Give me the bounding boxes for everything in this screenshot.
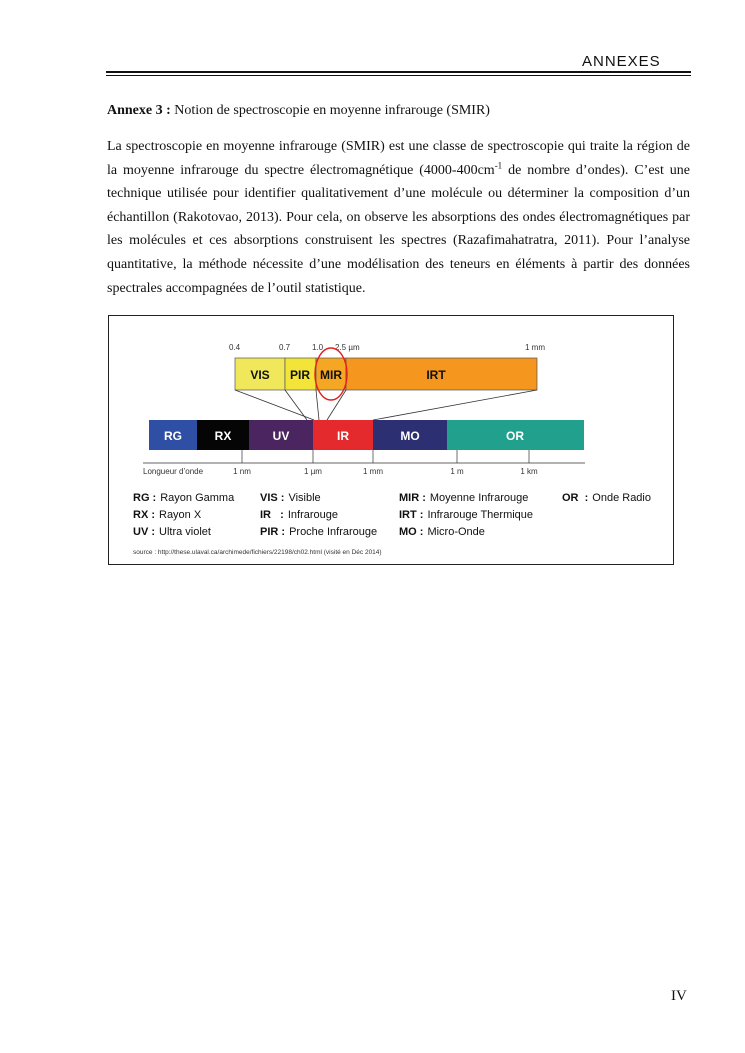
body-paragraph xyxy=(107,135,690,300)
top-tick-label: 1.0 xyxy=(312,343,324,352)
page-number: IV xyxy=(671,988,687,1004)
axis-title: Longueur d’onde xyxy=(143,467,204,476)
legend-value: Moyenne Infrarouge xyxy=(429,492,529,504)
spectrum-diagram xyxy=(109,316,675,566)
legend-key: IR : xyxy=(260,509,284,521)
connector-line xyxy=(235,390,314,420)
band-label-ir: IR xyxy=(337,429,349,443)
legend-value: Infrarouge xyxy=(287,509,338,521)
legend-item-rg xyxy=(133,492,235,504)
legend-key: PIR : xyxy=(260,526,286,538)
band-label-rg: RG xyxy=(164,429,182,443)
legend-value: Infrarouge Thermique xyxy=(427,509,534,521)
legend-item-irt xyxy=(399,509,533,521)
spectrum-figure xyxy=(108,315,674,565)
legend-item-mo xyxy=(399,526,485,538)
band-label-vis: VIS xyxy=(250,368,270,382)
legend-item-mir xyxy=(399,492,528,504)
band-label-mo: MO xyxy=(400,429,420,443)
band-label-rx: RX xyxy=(214,429,232,443)
legend-item-pir xyxy=(260,526,377,538)
top-tick-label: 2.5 µm xyxy=(335,343,360,352)
connector-line xyxy=(316,390,319,420)
band-label-or: OR xyxy=(506,429,524,443)
legend-key: UV : xyxy=(133,526,155,538)
legend-key: OR : xyxy=(562,492,589,504)
superscript: -1 xyxy=(494,159,503,170)
legend-key: MO : xyxy=(399,526,424,538)
legend-value: Onde Radio xyxy=(592,492,651,504)
running-head: ANNEXES xyxy=(582,53,661,70)
legend-key: RG : xyxy=(133,492,157,504)
section-label: Annexe 3 : xyxy=(107,103,171,118)
legend-key: IRT : xyxy=(399,509,424,521)
header-rule xyxy=(106,71,691,73)
top-tick-label: 0.4 xyxy=(229,343,241,352)
legend-item-rx xyxy=(133,509,202,521)
connector-line xyxy=(373,390,537,420)
connector-line xyxy=(285,390,307,420)
legend-value: Ultra violet xyxy=(159,526,211,538)
band-label-irt: IRT xyxy=(426,368,446,382)
section-heading xyxy=(107,103,490,119)
band-label-uv: UV xyxy=(272,429,290,443)
top-tick-label: 1 mm xyxy=(525,343,545,352)
legend-item-uv xyxy=(133,526,211,538)
legend-key: RX : xyxy=(133,509,155,521)
legend-item-vis xyxy=(260,492,321,504)
legend-key: MIR : xyxy=(399,492,426,504)
legend-value: Proche Infrarouge xyxy=(289,526,378,538)
section-title: Notion de spectroscopie en moyenne infrarouge (SMIR) xyxy=(174,103,490,118)
legend-item-ir xyxy=(260,509,338,521)
axis-tick-label: 1 µm xyxy=(304,467,322,476)
paragraph-text-1: La spectroscopie en moyenne infrarouge (SMIR) est une classe de spectroscopie qui traite la région de la moyenne infrarouge du spectre électromagnétique (4000-400cm xyxy=(107,139,690,178)
axis-tick-label: 1 nm xyxy=(233,467,251,476)
legend-key: VIS : xyxy=(260,492,285,504)
band-label-pir: PIR xyxy=(289,368,311,382)
paragraph-text-2: de nombre d’ondes). C’est une technique utilisée pour identifier qualitativement d’une molécule ou déterminer la composition d’un échantillon (Rakotovao, 2013). Pour cela, on observe les absorptions des ondes électromagnétiques par les molécules et ces absorptions construisent les spectres (Razafimahatratra, 2011). Pour l’analyse quantitative, la méthode nécessite d’une modélisation des teneurs en éléments à partir des données spectrales accompagnées de l’outil statistique. xyxy=(107,162,690,296)
top-tick-label: 0.7 xyxy=(279,343,291,352)
axis-tick-label: 1 m xyxy=(450,467,464,476)
axis-tick-label: 1 mm xyxy=(363,467,383,476)
axis-tick-label: 1 km xyxy=(520,467,538,476)
legend-item-or xyxy=(562,492,651,504)
figure-source: source : http://these.ulaval.ca/archimede/fichiers/22198/ch02.html (visité en Déc 2014) xyxy=(133,549,382,556)
legend-value: Micro-Onde xyxy=(427,526,485,538)
band-label-mir: MIR xyxy=(320,368,342,382)
legend-value: Rayon X xyxy=(159,509,202,521)
header-rule-thin xyxy=(106,75,691,76)
legend-value: Rayon Gamma xyxy=(160,492,235,504)
connector-line xyxy=(327,390,346,420)
legend-value: Visible xyxy=(288,492,321,504)
